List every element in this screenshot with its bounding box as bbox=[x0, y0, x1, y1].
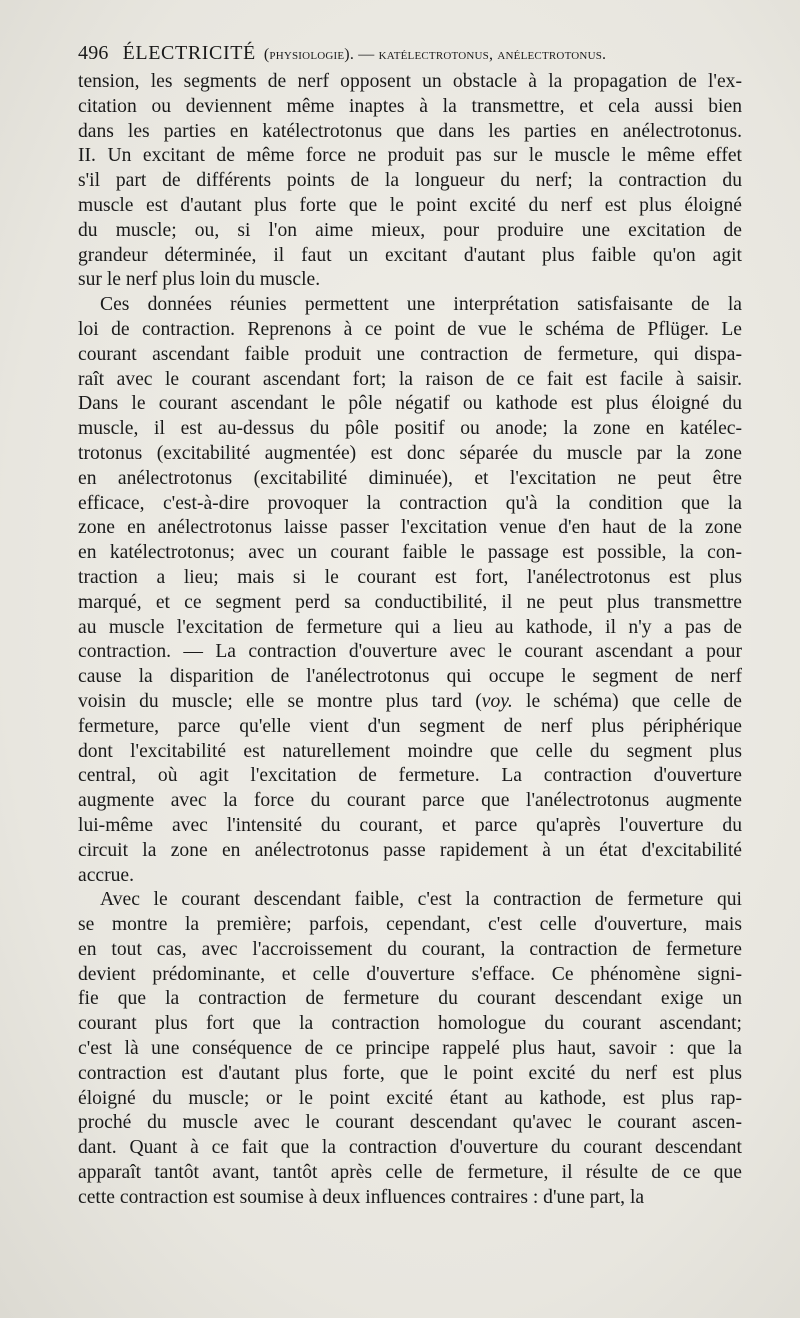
paragraph bbox=[78, 293, 742, 888]
text-line: grandeur déterminée, il faut un excitant d'autant plus faible qu'on agit bbox=[78, 244, 742, 266]
text-line: muscle, il est au-dessus du pôle positif ou anode; la zone en katélec- bbox=[78, 418, 742, 440]
text-line: courant plus fort que la contraction homologue du courant ascendant; bbox=[78, 1013, 742, 1035]
text-line: cause la disparition de l'anélectrotonus qui occupe le segment de nerf bbox=[78, 666, 742, 688]
paragraph bbox=[78, 888, 742, 1210]
text-line: c'est là une conséquence de ce principe rappelé plus haut, savoir : que la bbox=[78, 1038, 742, 1060]
text-line: central, où agit l'excitation de fermeture. La contraction d'ouverture bbox=[78, 765, 742, 787]
paragraph bbox=[78, 70, 742, 293]
text-line: marqué, et ce segment perd sa conductibilité, il ne peut plus transmettre bbox=[78, 591, 742, 613]
text-line: apparaît tantôt avant, tantôt après celle de fermeture, il résulte de ce que bbox=[78, 1162, 742, 1184]
text-line: circuit la zone en anélectrotonus passe rapidement à un état d'excitabilité bbox=[78, 839, 742, 861]
running-header bbox=[78, 42, 742, 70]
page-number: 496 bbox=[78, 42, 109, 64]
text-line: éloigné du muscle; or le point excité étant au kathode, est plus rap- bbox=[78, 1087, 742, 1109]
text-line: augmente avec la force du courant parce que l'anélectrotonus augmente bbox=[78, 790, 742, 812]
text-line: voisin du muscle; elle se montre plus tard (voy. le schéma) que celle de bbox=[78, 690, 742, 712]
text-line: II. Un excitant de même force ne produit pas sur le muscle le même effet bbox=[78, 145, 742, 167]
text-line: en katélectrotonus; avec un courant faible le passage est possible, la con- bbox=[78, 542, 742, 564]
text-line: courant ascendant faible produit une contraction de fermeture, qui dispa- bbox=[78, 343, 742, 365]
text-line: dant. Quant à ce fait que la contraction d'ouverture du courant descendant bbox=[78, 1137, 742, 1159]
text-line: dans les parties en katélectrotonus que dans les parties en anélectrotonus. bbox=[78, 120, 742, 142]
text-line: devient prédominante, et celle d'ouverture s'efface. Ce phénomène signi- bbox=[78, 963, 742, 985]
text-line: en anélectrotonus (excitabilité diminuée), et l'excitation ne peut être bbox=[78, 467, 742, 489]
text-line: trotonus (excitabilité augmentée) est donc séparée du muscle par la zone bbox=[78, 442, 742, 464]
text-line: loi de contraction. Reprenons à ce point de vue le schéma de Pflüger. Le bbox=[78, 318, 742, 340]
text-line: lui-même avec l'intensité du courant, et parce qu'après l'ouverture du bbox=[78, 814, 742, 836]
text-line: contraction est d'autant plus forte, que le point excité du nerf est plus bbox=[78, 1062, 742, 1084]
text-line: au muscle l'excitation de fermeture qui a lieu au kathode, il n'y a pas de bbox=[78, 616, 742, 638]
section-title: ÉLECTRICITÉ bbox=[122, 42, 256, 64]
text-line: se montre la première; parfois, cependant, c'est celle d'ouverture, mais bbox=[78, 914, 742, 936]
text-line: Ces données réunies permettent une interprétation satisfaisante de la bbox=[100, 294, 742, 316]
text-line: traction a lieu; mais si le courant est fort, l'anélectrotonus est plus bbox=[78, 566, 742, 588]
text-line: proché du muscle avec le courant descendant qu'avec le courant ascen- bbox=[78, 1112, 742, 1134]
text-line: citation ou deviennent même inaptes à la transmettre, et cela aussi bien bbox=[78, 95, 742, 117]
text-line: fermeture, parce qu'elle vient d'un segment de nerf plus périphérique bbox=[78, 715, 742, 737]
text-line: raît avec le courant ascendant fort; la raison de ce fait est facile à saisir. bbox=[78, 368, 742, 390]
text-line: s'il part de différents points de la longueur du nerf; la contraction du bbox=[78, 170, 742, 192]
text-line: Avec le courant descendant faible, c'est la contraction de fermeture qui bbox=[100, 889, 742, 911]
text-line: accrue. bbox=[78, 864, 135, 886]
text-line: muscle est d'autant plus forte que le point excité du nerf est plus éloigné bbox=[78, 194, 742, 216]
text-line: fie que la contraction de fermeture du courant descendant exige un bbox=[78, 988, 742, 1010]
text-line: efficace, c'est-à-dire provoquer la contraction qu'à la condition que la bbox=[78, 492, 742, 514]
text-line: dont l'excitabilité est naturellement moindre que celle du segment plus bbox=[78, 740, 742, 762]
body-text bbox=[78, 70, 742, 1211]
text-line: cette contraction est soumise à deux influences contraires : d'une part, la bbox=[78, 1186, 645, 1208]
text-line: Dans le courant ascendant le pôle négatif ou kathode est plus éloigné du bbox=[78, 393, 742, 415]
text-line: en tout cas, avec l'accroissement du courant, la contraction de fermeture bbox=[78, 938, 742, 960]
section-subtitle: (physiologie). — katélectrotonus, anélectrotonus. bbox=[263, 46, 607, 63]
text-line: zone en anélectrotonus laisse passer l'excitation venue d'en haut de la zone bbox=[78, 517, 742, 539]
text-line: du muscle; ou, si l'on aime mieux, pour produire une excitation de bbox=[78, 219, 742, 241]
text-line: sur le nerf plus loin du muscle. bbox=[78, 269, 321, 291]
text-line: tension, les segments de nerf opposent un obstacle à la propagation de l'ex- bbox=[78, 71, 742, 92]
text-line: contraction. — La contraction d'ouverture avec le courant ascendant a pour bbox=[78, 641, 742, 663]
